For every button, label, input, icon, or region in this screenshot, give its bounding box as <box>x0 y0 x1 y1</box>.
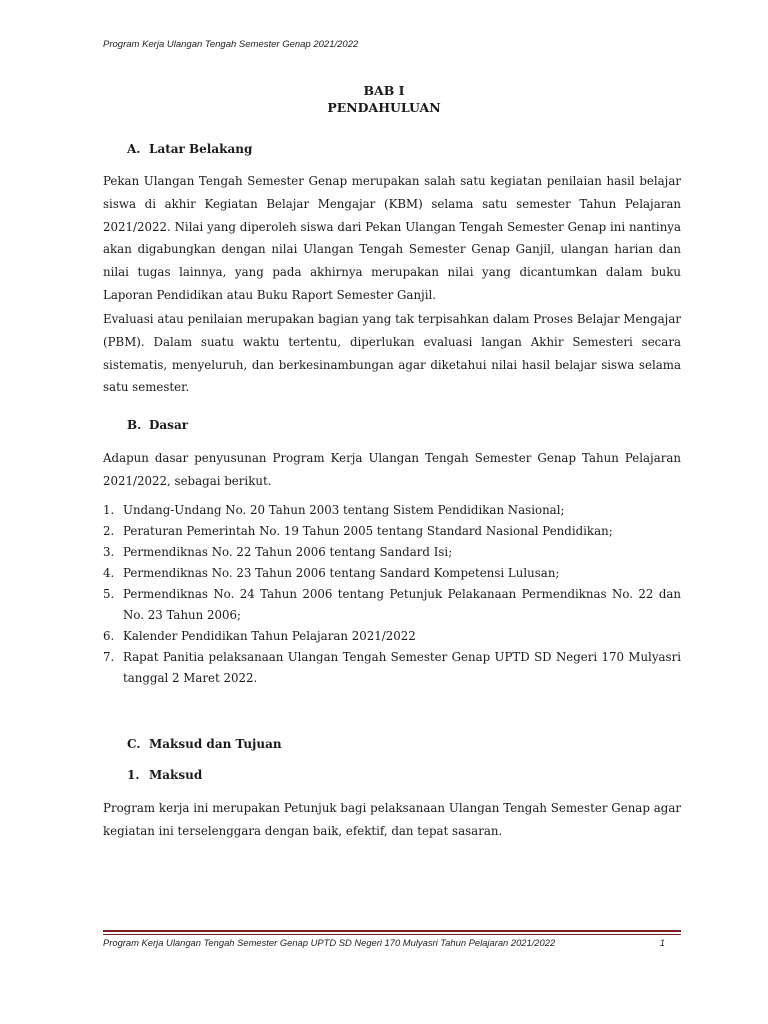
section-a-paragraph-1: Pekan Ulangan Tengah Semester Genap merupakan salah satu kegiatan penilaian hasil belajar siswa di akhir Kegiatan Belajar Mengajar (KBM) selama satu semester Tahun Pelajaran 2021/2022. Nilai yang diperoleh siswa dari Pekan Ulangan Tengah Semester Genap ini nantinya akan digabungkan dengan nilai Ulangan Tengah Semester Genap Ganjil, ulangan harian dan nilai tugas lainnya, yang pada akhirnya merupakan nilai yang dicantumkan dalam buku Laporan Pendidikan atau Buku Raport Semester Ganjil. <box>103 174 681 302</box>
list-item: 7. Rapat Panitia pelaksanaan Ulangan Tengah Semester Genap UPTD SD Negeri 170 Mulyasri tanggal 2 Maret 2022. <box>103 650 681 685</box>
section-c-sub-number: 1. <box>127 768 140 782</box>
page-footer <box>103 937 681 948</box>
section-b-title: Dasar <box>149 418 189 432</box>
section-b-intro: Adapun dasar penyusunan Program Kerja Ulangan Tengah Semester Genap Tahun Pelajaran 2021/2022, sebagai berikut. <box>103 451 681 488</box>
list-item: 2. Peraturan Pemerintah No. 19 Tahun 2005 tentang Standard Nasional Pendidikan; <box>103 524 613 538</box>
section-c-letter: C. <box>127 737 141 751</box>
section-c-sub-title: Maksud <box>149 768 203 782</box>
section-c-paragraph: Program kerja ini merupakan Petunjuk bagi pelaksanaan Ulangan Tengah Semester Genap agar kegiatan ini terselenggara dengan baik, efektif, dan tepat sasaran. <box>103 801 681 838</box>
footer-text: Program Kerja Ulangan Tengah Semester Genap UPTD SD Negeri 170 Mulyasri Tahun Pelajaran 2021/2022 <box>103 937 556 948</box>
page-number: 1 <box>659 937 665 948</box>
list-item: 3. Permendiknas No. 22 Tahun 2006 tentang Sandard Isi; <box>103 545 453 559</box>
footer-divider <box>103 930 681 932</box>
section-a-heading <box>127 141 252 157</box>
footer-divider-thin <box>103 934 681 935</box>
section-a-paragraph-2: Evaluasi atau penilaian merupakan bagian yang tak terpisahkan dalam Proses Belajar Mengajar (PBM). Dalam suatu waktu tertentu, diperlukan evaluasi langan Akhir Semesteri secara sistematis, menyeluruh, dan berkesinambungan agar diketahui nilai hasil belajar siswa selama satu semester. <box>103 312 681 395</box>
chapter-title: PENDAHULUAN <box>327 100 441 115</box>
section-c-title: Maksud dan Tujuan <box>149 737 282 751</box>
section-a-letter: A. <box>127 142 141 156</box>
page-header: Program Kerja Ulangan Tengah Semester Genap 2021/2022 <box>103 39 359 50</box>
section-b-letter: B. <box>127 418 142 432</box>
chapter-number: BAB I <box>363 83 405 98</box>
list-item: 5. Permendiknas No. 24 Tahun 2006 tentang Petunjuk Pelakanaan Permendiknas No. 22 dan No. 23 Tahun 2006; <box>103 587 681 622</box>
list-item: 6. Kalender Pendidikan Tahun Pelajaran 2021/2022 <box>103 629 416 643</box>
list-item: 4. Permendiknas No. 23 Tahun 2006 tentang Sandard Kompetensi Lulusan; <box>103 566 560 580</box>
legal-basis-list <box>103 500 681 689</box>
section-a-title: Latar Belakang <box>149 142 253 156</box>
list-item: 1. Undang-Undang No. 20 Tahun 2003 tentang Sistem Pendidikan Nasional; <box>103 503 565 517</box>
section-b-heading <box>127 417 188 433</box>
section-c-subheading <box>127 767 202 783</box>
section-c-heading <box>127 736 282 752</box>
